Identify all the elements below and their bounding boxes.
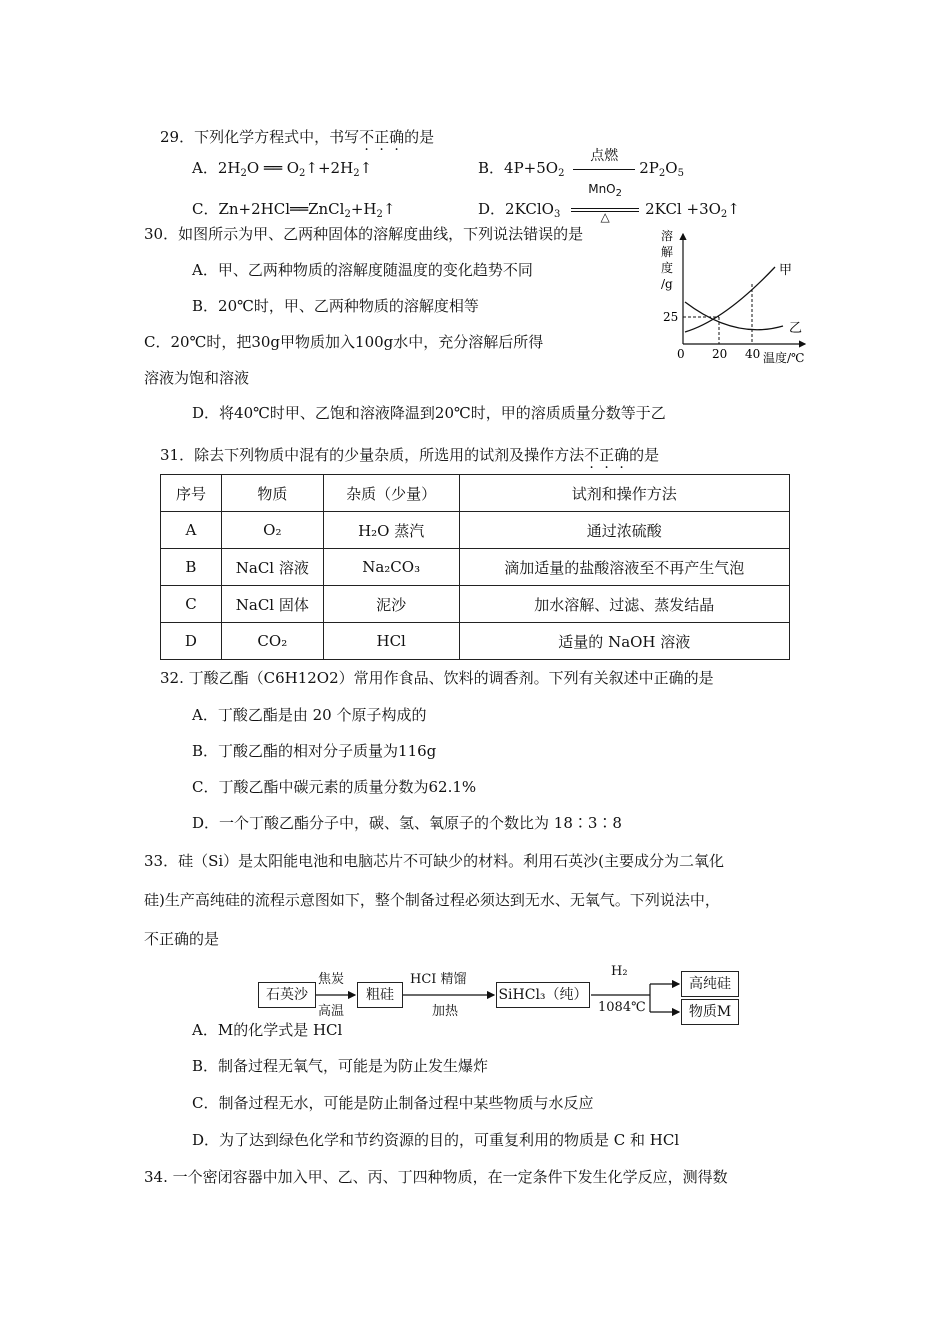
- table-cell: A: [161, 512, 222, 549]
- legend-yi: 乙: [789, 321, 803, 336]
- table-cell: 泥沙: [323, 586, 459, 623]
- flow-arrow2-top: HCI 精馏: [410, 972, 467, 987]
- q30-option-b: B．20℃时，甲、乙两种物质的溶解度相等: [192, 297, 479, 315]
- q32-option-d: D．一个丁酸乙酯分子中，碳、氢、氧原子的个数比为 18∶3∶8: [192, 814, 622, 832]
- flow-box-pure-si: 高纯硅: [681, 971, 739, 997]
- table-cell: 适量的 NaOH 溶液: [459, 623, 789, 660]
- table-cell: D: [161, 623, 222, 660]
- x-label: 温度/℃: [763, 351, 805, 365]
- q33-option-c: C．制备过程无水，可能是防止制备过程中某些物质与水反应: [192, 1094, 594, 1112]
- table-cell: 通过浓硫酸: [459, 512, 789, 549]
- q31-table: [160, 474, 790, 660]
- table-cell: NaCl 溶液: [221, 549, 323, 586]
- q29-option-a: A．$2H_2O$ ══ $O_2↑+2H_2↑$: [192, 159, 373, 179]
- q30-stem: 30．如图所示为甲、乙两种固体的溶解度曲线，下列说法错误的是: [144, 225, 584, 243]
- table-row: [161, 549, 790, 586]
- x-tick-20: 20: [712, 347, 728, 361]
- flow-box-substance-m: 物质M: [681, 999, 739, 1025]
- q30-option-c-line2: 溶液为饱和溶液: [144, 369, 250, 387]
- x-tick-0: 0: [677, 347, 685, 361]
- flow-box-sihcl3: SiHCl₃（纯）: [496, 982, 590, 1008]
- table-row: [161, 512, 790, 549]
- table-cell: C: [161, 586, 222, 623]
- flow-box-quartz-sand: 石英沙: [258, 982, 316, 1008]
- heat-symbol: △: [600, 210, 610, 224]
- q29-option-c: C．$Zn+2HCl══ZnCl_2+H_2↑$: [192, 200, 396, 220]
- q31-stem: 31．除去下列物质中混有的少量杂质，所选用的试剂及操作方法不正确的是: [160, 446, 660, 464]
- ignite-condition: 点燃: [590, 148, 619, 164]
- q30-option-a: A．甲、乙两种物质的溶解度随温度的变化趋势不同: [192, 261, 533, 279]
- table-cell: CO₂: [221, 623, 323, 660]
- table-cell: 加水溶解、过滤、蒸发结晶: [459, 586, 789, 623]
- table-row: [161, 586, 790, 623]
- header-cell: 序号: [161, 475, 222, 512]
- q32-stem: 32. 丁酸乙酯（C6H12O2）常用作食品、饮料的调香剂。下列有关叙述中正确的是: [160, 669, 714, 687]
- flow-arrow1-bottom: 高温: [318, 1004, 345, 1019]
- y-label-1: 溶: [661, 229, 674, 243]
- q33-stem-line2: 硅)生产高纯硅的流程示意图如下，整个制备过程必须达到无水、无氧气。下列说法中，: [144, 891, 720, 909]
- legend-jia: 甲: [779, 263, 793, 278]
- q30-option-d: D．将40℃时甲、乙饱和溶液降温到20℃时，甲的溶质质量分数等于乙: [192, 404, 666, 422]
- q29-stem: 29．下列化学方程式中，书写不正确的是: [160, 128, 435, 146]
- flow-box-crude-si: 粗硅: [357, 982, 403, 1008]
- y-label-2: 解: [661, 245, 674, 259]
- q29-option-d: D．2KClO$_3$ MnO$_2$ △ $2KCl +3O_2↑$: [478, 182, 740, 224]
- table-cell: B: [161, 549, 222, 586]
- header-cell: 试剂和操作方法: [459, 475, 789, 512]
- table-cell: 滴加适量的盐酸溶液至不再产生气泡: [459, 549, 789, 586]
- table-cell: O₂: [221, 512, 323, 549]
- solubility-graph: [655, 222, 825, 372]
- y-label-4: /g: [661, 277, 673, 291]
- q34-stem: 34. 一个密闭容器中加入甲、乙、丙、丁四种物质，在一定条件下发生化学反应，测得数: [144, 1168, 728, 1186]
- flow-arrow3-top: H₂: [611, 964, 628, 979]
- curve-jia: [685, 267, 775, 332]
- table-row: [161, 623, 790, 660]
- flow-arrow3-bottom: 1084℃: [598, 1000, 646, 1015]
- flow-arrow1-top: 焦炭: [318, 972, 345, 987]
- q33-option-a: A．M的化学式是 HCl: [192, 1021, 343, 1039]
- table-cell: Na₂CO₃: [323, 549, 459, 586]
- catalyst-label: MnO$_2$: [588, 182, 622, 199]
- y-tick-25: 25: [663, 310, 679, 324]
- q33-stem-line3: 不正确的是: [144, 930, 220, 948]
- table-cell: H₂O 蒸汽: [323, 512, 459, 549]
- q32-option-b: B．丁酸乙酯的相对分子质量为116g: [192, 742, 437, 760]
- table-cell: NaCl 固体: [221, 586, 323, 623]
- q33-option-b: B．制备过程无氧气，可能是为防止发生爆炸: [192, 1057, 489, 1075]
- header-cell: 物质: [221, 475, 323, 512]
- q30-option-c-line1: C．20℃时，把30g甲物质加入100g水中，充分溶解后所得: [144, 333, 544, 351]
- q32-option-a: A．丁酸乙酯是由 20 个原子构成的: [192, 706, 427, 724]
- q33-stem-line1: 33．硅（Si）是太阳能电池和电脑芯片不可缺少的材料。利用石英沙(主要成分为二氧化: [144, 852, 725, 870]
- x-tick-40: 40: [745, 347, 761, 361]
- q29-option-b: B．$4P+5O_2$ 点燃 $2P_2O_5$: [478, 157, 684, 179]
- y-label-3: 度: [661, 261, 674, 275]
- table-cell: HCl: [323, 623, 459, 660]
- table-header-row: [161, 475, 790, 512]
- flow-arrow2-bottom: 加热: [432, 1004, 459, 1019]
- q33-option-d: D．为了达到绿色化学和节约资源的目的，可重复利用的物质是 C 和 HCl: [192, 1131, 680, 1149]
- header-cell: 杂质（少量）: [323, 475, 459, 512]
- curve-yi: [685, 302, 783, 330]
- q32-option-c: C．丁酸乙酯中碳元素的质量分数为62.1%: [192, 778, 477, 796]
